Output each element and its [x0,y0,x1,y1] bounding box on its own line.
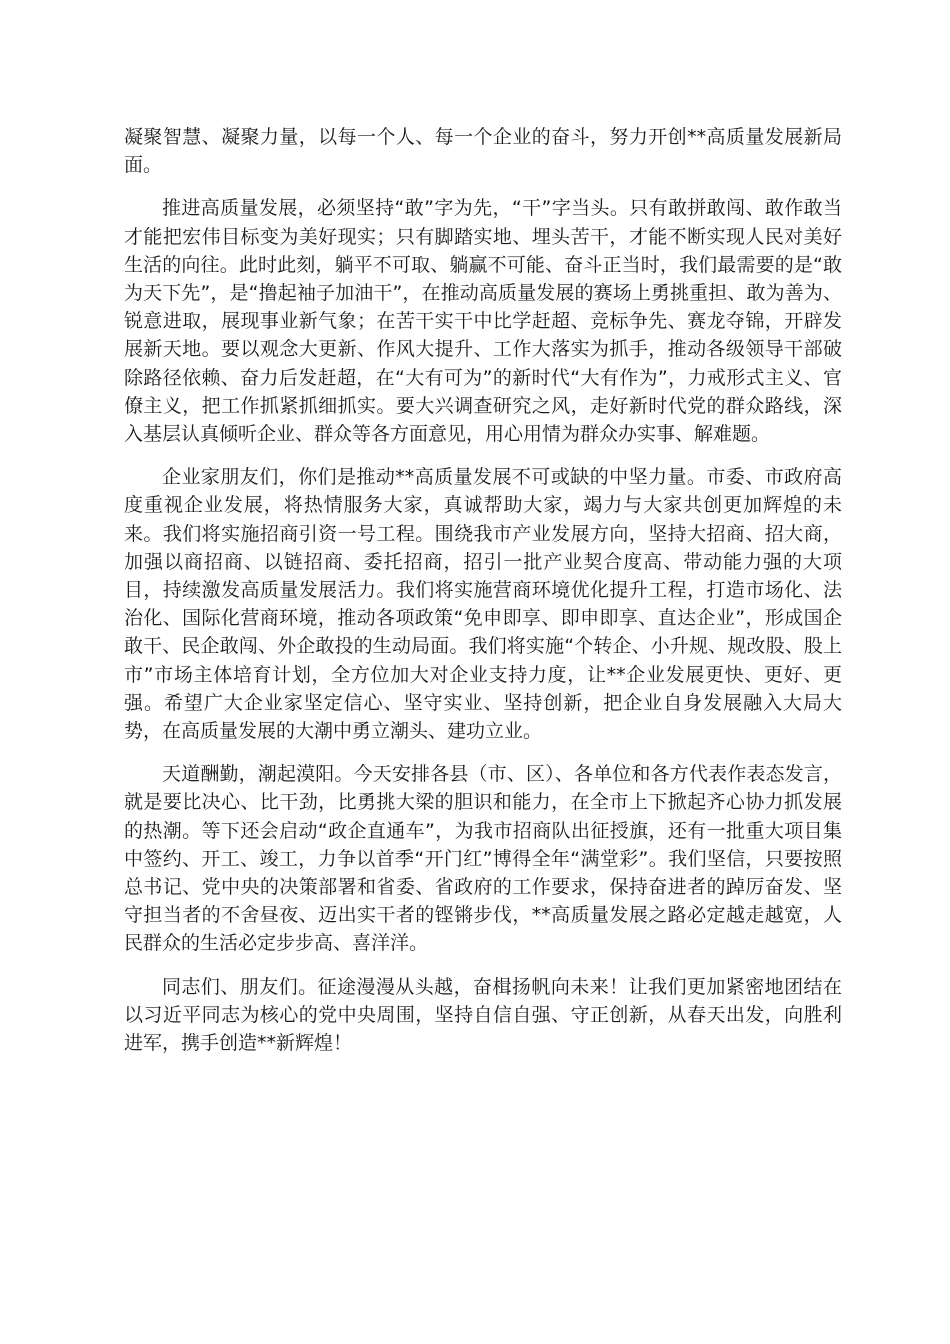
document-body [124,123,842,1072]
paragraph-4: 天道酬勤，潮起漠阳。今天安排各县（市、区）、各单位和各方代表作表态发言，就是要比决心、比干劲，比勇挑大梁的胆识和能力，在全市上下掀起齐心协力抓发展的热潮。等下还会启动“政企直通车”，为我市招商队出征授旗，还有一批重大项目集中签约、开工、竣工，力争以首季“开门红”博得全年“满堂彩”。我们坚信，只要按照总书记、党中央的决策部署和省委、省政府的工作要求，保持奋进者的踔厉奋发、坚守担当者的不舍昼夜、迈出实干者的铿锵步伐，**高质量发展之路必定越走越宽，人民群众的生活必定步步高、喜洋洋。 [124,763,842,955]
paragraph-1: 凝聚智慧、凝聚力量，以每一个人、每一个企业的奋斗，努力开创**高质量发展新局面。 [124,126,842,177]
paragraph-2: 推进高质量发展，必须坚持“敢”字为先，“干”字当头。只有敢拼敢闯、敢作敢当才能把宏伟目标变为美好现实；只有脚踏实地、埋头苦干，才能不断实现人民对美好生活的向往。此时此刻，躺平不可取、躺赢不可能、奋斗正当时，我们最需要的是“敢为天下先”，是“撸起袖子加油干”，在推动高质量发展的赛场上勇挑重担、敢为善为、锐意进取，展现事业新气象；在苦干实干中比学赶超、竞标争先、赛龙夺锦，开辟发展新天地。要以观念大更新、作风大提升、工作大落实为抓手，推动各级领导干部破除路径依赖、奋力后发赶超，在“大有可为”的新时代“大有作为”，力戒形式主义、官僚主义，把工作抓紧抓细抓实。要大兴调查研究之风，走好新时代党的群众路线，深入基层认真倾听企业、群众等各方面意见，用心用情为群众办实事、解难题。 [124,197,842,446]
paragraph-3: 企业家朋友们，你们是推动**高质量发展不可或缺的中坚力量。市委、市政府高度重视企业发展，将热情服务大家，真诚帮助大家，竭力与大家共创更加辉煌的未来。我们将实施招商引资一号工程。围绕我市产业发展方向，坚持大招商、招大商，加强以商招商、以链招商、委托招商，招引一批产业契合度高、带动能力强的大项目，持续激发高质量发展活力。我们将实施营商环境优化提升工程，打造市场化、法治化、国际化营商环境，推动各项政策“免申即享、即申即享、直达企业”，形成国企敢干、民企敢闯、外企敢投的生动局面。我们将实施“个转企、小升规、规改股、股上市”市场主体培育计划，全方位加大对企业支持力度，让**企业发展更快、更好、更强。希望广大企业家坚定信心、坚守实业、坚持创新，把企业自身发展融入大局大势，在高质量发展的大潮中勇立潮头、建功立业。 [124,466,842,743]
paragraph-5: 同志们、朋友们。征途漫漫从头越，奋楫扬帆向未来！让我们更加紧密地团结在以习近平同志为核心的党中央周围，坚持自信自强、守正创新，从春天出发，向胜利进军，携手创造**新辉煌！ [124,975,842,1055]
